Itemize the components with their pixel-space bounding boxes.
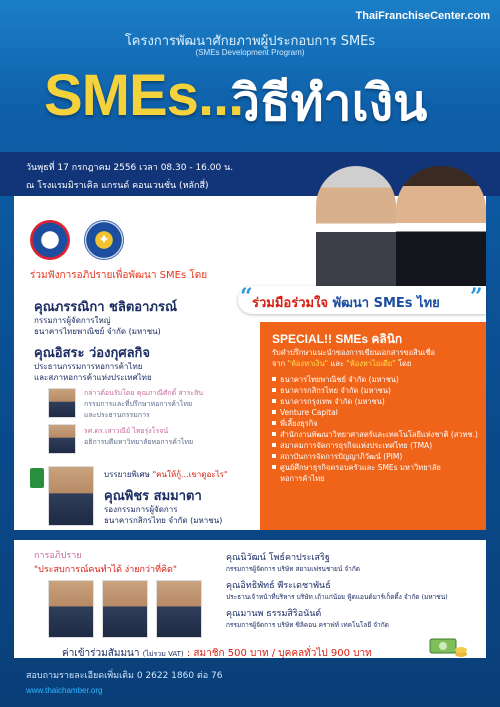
- host-photo-man: [316, 166, 396, 286]
- open-quote-icon: “: [240, 284, 253, 310]
- university-logo-icon: ✦: [84, 220, 124, 260]
- bullet-icon: [272, 410, 276, 414]
- list-item: สมาคมการจัดการธุรกิจแห่งประเทศไทย (TMA): [272, 440, 482, 451]
- website-link[interactable]: www.thaichamber.org: [26, 686, 103, 695]
- list-item: ธนาคารกสิกรไทย จำกัด (มหาชน): [272, 385, 482, 396]
- close-quote-icon: ”: [470, 284, 483, 310]
- bullet-icon: [272, 421, 276, 425]
- money-icon: [428, 636, 468, 658]
- special-lecture-name: คุณพิชร สมมาตา: [104, 489, 202, 504]
- list-item: Venture Capital: [272, 407, 482, 418]
- bullet-icon: [272, 377, 276, 381]
- list-item: ธนาคารไทยพาณิชย์ จำกัด (มหาชน): [272, 374, 482, 385]
- bullet-icon: [272, 465, 276, 469]
- rector-name: รศ.ดร.เสาวณีย์ ไทยรุ่งโรจน์: [84, 427, 169, 435]
- bullet-icon: [272, 454, 276, 458]
- fee-amounts: : สมาชิก 500 บาท / บุคคลทั่วไป 900 บาท: [183, 648, 372, 659]
- bullet-icon: [272, 432, 276, 436]
- list-item: สถาบันการจัดการปัญญาภิวัฒน์ (PIM): [272, 451, 482, 462]
- discussion-topic: "ประสบการณ์คนทำได้ ง่ายกว่าที่คิด": [34, 565, 178, 575]
- event-date: วันพุธที่ 17 กรกฎาคม 2556 เวลา 08.30 - 16.00 น.: [26, 163, 234, 173]
- sme-clinic-desc: รับคำปรึกษาแนะนำของการเขียนเอกสารขอสินเชื่อ: [272, 348, 436, 357]
- contact-info: สอบถามรายละเอียดเพิ่มเติม 0 2622 1860 ต่อ 76: [26, 671, 223, 681]
- special-lecture-photo: [48, 466, 94, 526]
- list-item: ศูนย์ศึกษาธุรกิจครอบครัวและ SMEs มหาวิทยาลัยหอการค้าไทย: [272, 462, 482, 484]
- special-lecture-topic: "คนให้กู้...เขาดูอะไร": [152, 470, 228, 479]
- slogan: [252, 292, 440, 313]
- welcome-role: กรรมการและที่ปรึกษาหอการค้าไทย: [84, 400, 193, 408]
- panelist-photo: [102, 580, 148, 638]
- panelist-role: กรรมการผู้จัดการ บริษัท ซิลิคอน คราฟท์ เทคโนโลยี จำกัด: [226, 621, 389, 629]
- kasikorn-logo-icon: [30, 468, 44, 488]
- welcome-line: กล่าวต้อนรับโดย คุณภาณีศักดิ์ สาระสิน: [84, 389, 204, 397]
- fee-note: (ไม่รวม VAT): [142, 650, 184, 658]
- list-item: สำนักงานพัฒนาวิทยาศาสตร์และเทคโนโลยีแห่งชาติ (สวทช.): [272, 429, 482, 440]
- special-lecture-label: บรรยายพิเศษ: [104, 470, 150, 479]
- headline-thai: วิธีทำเงิน: [232, 74, 428, 132]
- discussion-label: การอภิปราย: [34, 551, 82, 561]
- project-subtitle: (SMEs Development Program): [195, 48, 305, 57]
- event-venue: ณ โรงแรมมิราเคิล แกรนด์ คอนเวนชั่น (หลักสี่): [26, 181, 209, 191]
- speaker-name: คุณภรรณิกา ชลิตอาภรณ์: [34, 300, 177, 315]
- special-lecture-org: ธนาคารกสิกรไทย จำกัด (มหาชน): [104, 516, 223, 525]
- money-room: "ห้องหาเงิน": [287, 359, 329, 368]
- welcome-speaker-photo: [48, 388, 76, 418]
- headline-smes: SMEs...: [44, 63, 244, 128]
- speaker-role: ประธานกรรมการหอการค้าไทย: [34, 362, 143, 371]
- speaker-name: คุณอิสระ ว่องกุศลกิจ: [34, 346, 151, 361]
- speaker-role: กรรมการผู้จัดการใหญ่: [34, 316, 111, 325]
- rector-role: อธิการบดีมหาวิทยาลัยหอการค้าไทย: [84, 438, 194, 446]
- panelist-photo: [156, 580, 202, 638]
- bullet-icon: [272, 399, 276, 403]
- invite-heading: ร่วมฟังการอภิปรายเพื่อพัฒนา SMEs โดย: [30, 270, 208, 281]
- list-item: ธนาคารกรุงเทพ จำกัด (มหาชน): [272, 396, 482, 407]
- special-lecture: [104, 468, 228, 481]
- idea-room: "ห้องหาไอเดีย": [346, 359, 396, 368]
- speaker-org: และสภาหอการค้าแห่งประเทศไทย: [34, 373, 152, 382]
- welcome-role: และประธานกรรมการ: [84, 411, 150, 419]
- panelist-name: คุณนิวัฒน์ โพธ์คาประเสริฐ: [226, 553, 330, 563]
- site-link[interactable]: ThaiFranchiseCenter.com: [355, 10, 490, 22]
- host-photo-woman: [396, 166, 486, 290]
- chamber-logo-icon: ★: [30, 220, 70, 260]
- slogan-part1: ร่วมมือร่วมใจ: [252, 296, 333, 311]
- list-item: พี่เลี้ยงธุรกิจ: [272, 418, 482, 429]
- bullet-icon: [272, 443, 276, 447]
- slogan-part2: พัฒนา SMEs ไทย: [332, 296, 440, 311]
- panelist-role: ประธานเจ้าหน้าที่บริหาร บริษัท เถ้าแก่น้อย ฟู้ดแอนด์มาร์เก็ตติ้ง จำกัด (มหาชน): [226, 593, 448, 601]
- clinic-partner-list: [272, 374, 482, 484]
- panelist-name: คุณอิทธิพัทธ์ พีระเดชาพันธ์: [226, 581, 331, 591]
- sme-clinic-title: SPECIAL!! SMEs คลินิก: [272, 332, 403, 346]
- fee-label: ค่าเข้าร่วมสัมมนา: [62, 648, 143, 659]
- rector-photo: [48, 424, 76, 454]
- panelist-role: กรรมการผู้จัดการ บริษัท สยามเฟรนชายน์ จำกัด: [226, 565, 360, 573]
- panelist-name: คุณมานพ ธรรมสิริอนันต์: [226, 609, 322, 619]
- special-lecture-role: รองกรรมการผู้จัดการ: [104, 505, 178, 514]
- project-title: โครงการพัฒนาศักยภาพผู้ประกอบการ SMEs: [124, 34, 376, 49]
- sme-clinic-desc-line2: จาก "ห้องหาเงิน" และ "ห้องหาไอเดีย" โดย: [272, 359, 412, 368]
- registration-fee: [62, 646, 372, 661]
- bullet-icon: [272, 388, 276, 392]
- speaker-org: ธนาคารไทยพาณิชย์ จำกัด (มหาชน): [34, 327, 161, 336]
- panelist-photo: [48, 580, 94, 638]
